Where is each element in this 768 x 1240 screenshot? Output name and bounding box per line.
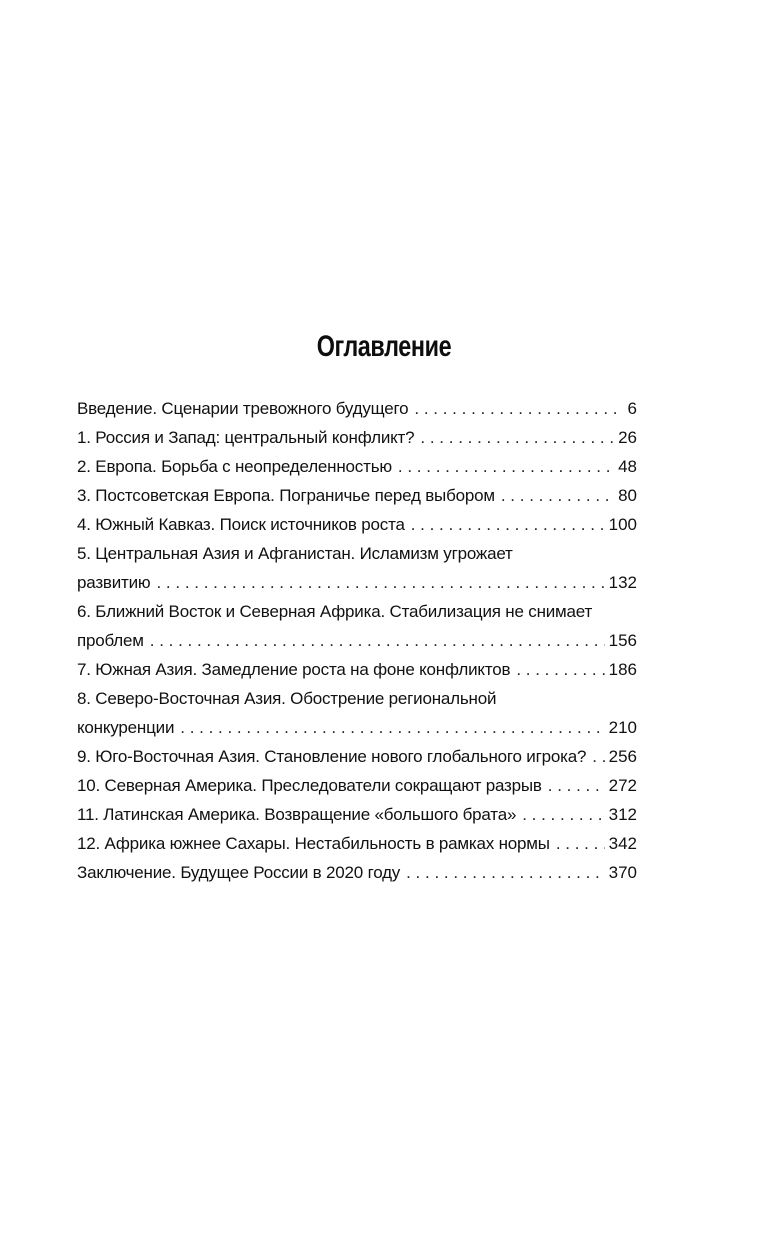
toc-entry [77,771,637,800]
dot-leader [411,510,605,539]
dot-leader [592,742,604,771]
toc-entry-title: 7. Южная Азия. Замедление роста на фоне конфликтов [77,660,511,679]
dot-leader [501,481,614,510]
toc-entry [77,742,637,771]
toc-entry [77,858,637,887]
toc-entry [77,539,637,597]
toc-page-number: 6 [627,399,637,418]
toc-entry [77,394,637,423]
toc-page-number: 132 [608,573,637,592]
toc-entry-title: 2. Европа. Борьба с неопределенностью [77,457,392,476]
toc-page-number: 272 [608,776,637,795]
dot-leader [420,423,614,452]
toc-entry-title: 3. Постсоветская Европа. Пограничье перед выбором [77,486,495,505]
toc-page-number: 156 [608,631,637,650]
dot-leader [406,858,605,887]
toc-entry [77,452,637,481]
toc-page-number: 100 [608,515,637,534]
toc-entry-title: 8. Северо-Восточная Азия. Обострение региональной [77,689,497,708]
toc-entry-title: Введение. Сценарии тревожного будущего [77,399,409,418]
toc-page-number: 210 [608,718,637,737]
toc-entry-title: 9. Юго-Восточная Азия. Становление нового глобального игрока? [77,747,587,766]
toc-entry-title: 6. Ближний Восток и Северная Африка. Стабилизация не снимает [77,602,593,621]
toc-entry-title: развитию [77,573,151,592]
dot-leader [548,771,605,800]
dot-leader [150,626,605,655]
toc-page-number: 312 [608,805,637,824]
toc-page-number: 26 [618,428,637,447]
table-of-contents [77,394,637,887]
dot-leader [522,800,604,829]
toc-entry-title: 10. Северная Америка. Преследователи сокращают разрыв [77,776,542,795]
dot-leader [398,452,614,481]
dot-leader [516,655,604,684]
toc-page-number: 370 [608,863,637,882]
toc-entry-title: конкуренции [77,718,175,737]
toc-entry-title: 4. Южный Кавказ. Поиск источников роста [77,515,405,534]
page-title: Оглавление [316,330,452,363]
toc-page-number: 342 [608,834,637,853]
toc-entry [77,481,637,510]
dot-leader [414,394,623,423]
dot-leader [556,829,605,858]
toc-entry-title: проблем [77,631,144,650]
toc-page-number: 80 [618,486,637,505]
toc-entry [77,597,637,655]
toc-page-number: 186 [608,660,637,679]
toc-entry [77,829,637,858]
toc-entry-title: Заключение. Будущее России в 2020 году [77,863,401,882]
toc-entry-title: 11. Латинская Америка. Возвращение «большого брата» [77,805,517,824]
toc-entry [77,684,637,742]
toc-page-number: 256 [608,747,637,766]
toc-page-number: 48 [618,457,637,476]
dot-leader [180,713,604,742]
toc-entry [77,655,637,684]
toc-entry-title: 1. Россия и Запад: центральный конфликт? [77,428,415,447]
toc-entry [77,510,637,539]
toc-entry-title: 5. Центральная Азия и Афганистан. Исламизм угрожает [77,544,513,563]
toc-entry [77,800,637,829]
toc-entry [77,423,637,452]
toc-entry-title: 12. Африка южнее Сахары. Нестабильность в рамках нормы [77,834,550,853]
dot-leader [156,568,604,597]
